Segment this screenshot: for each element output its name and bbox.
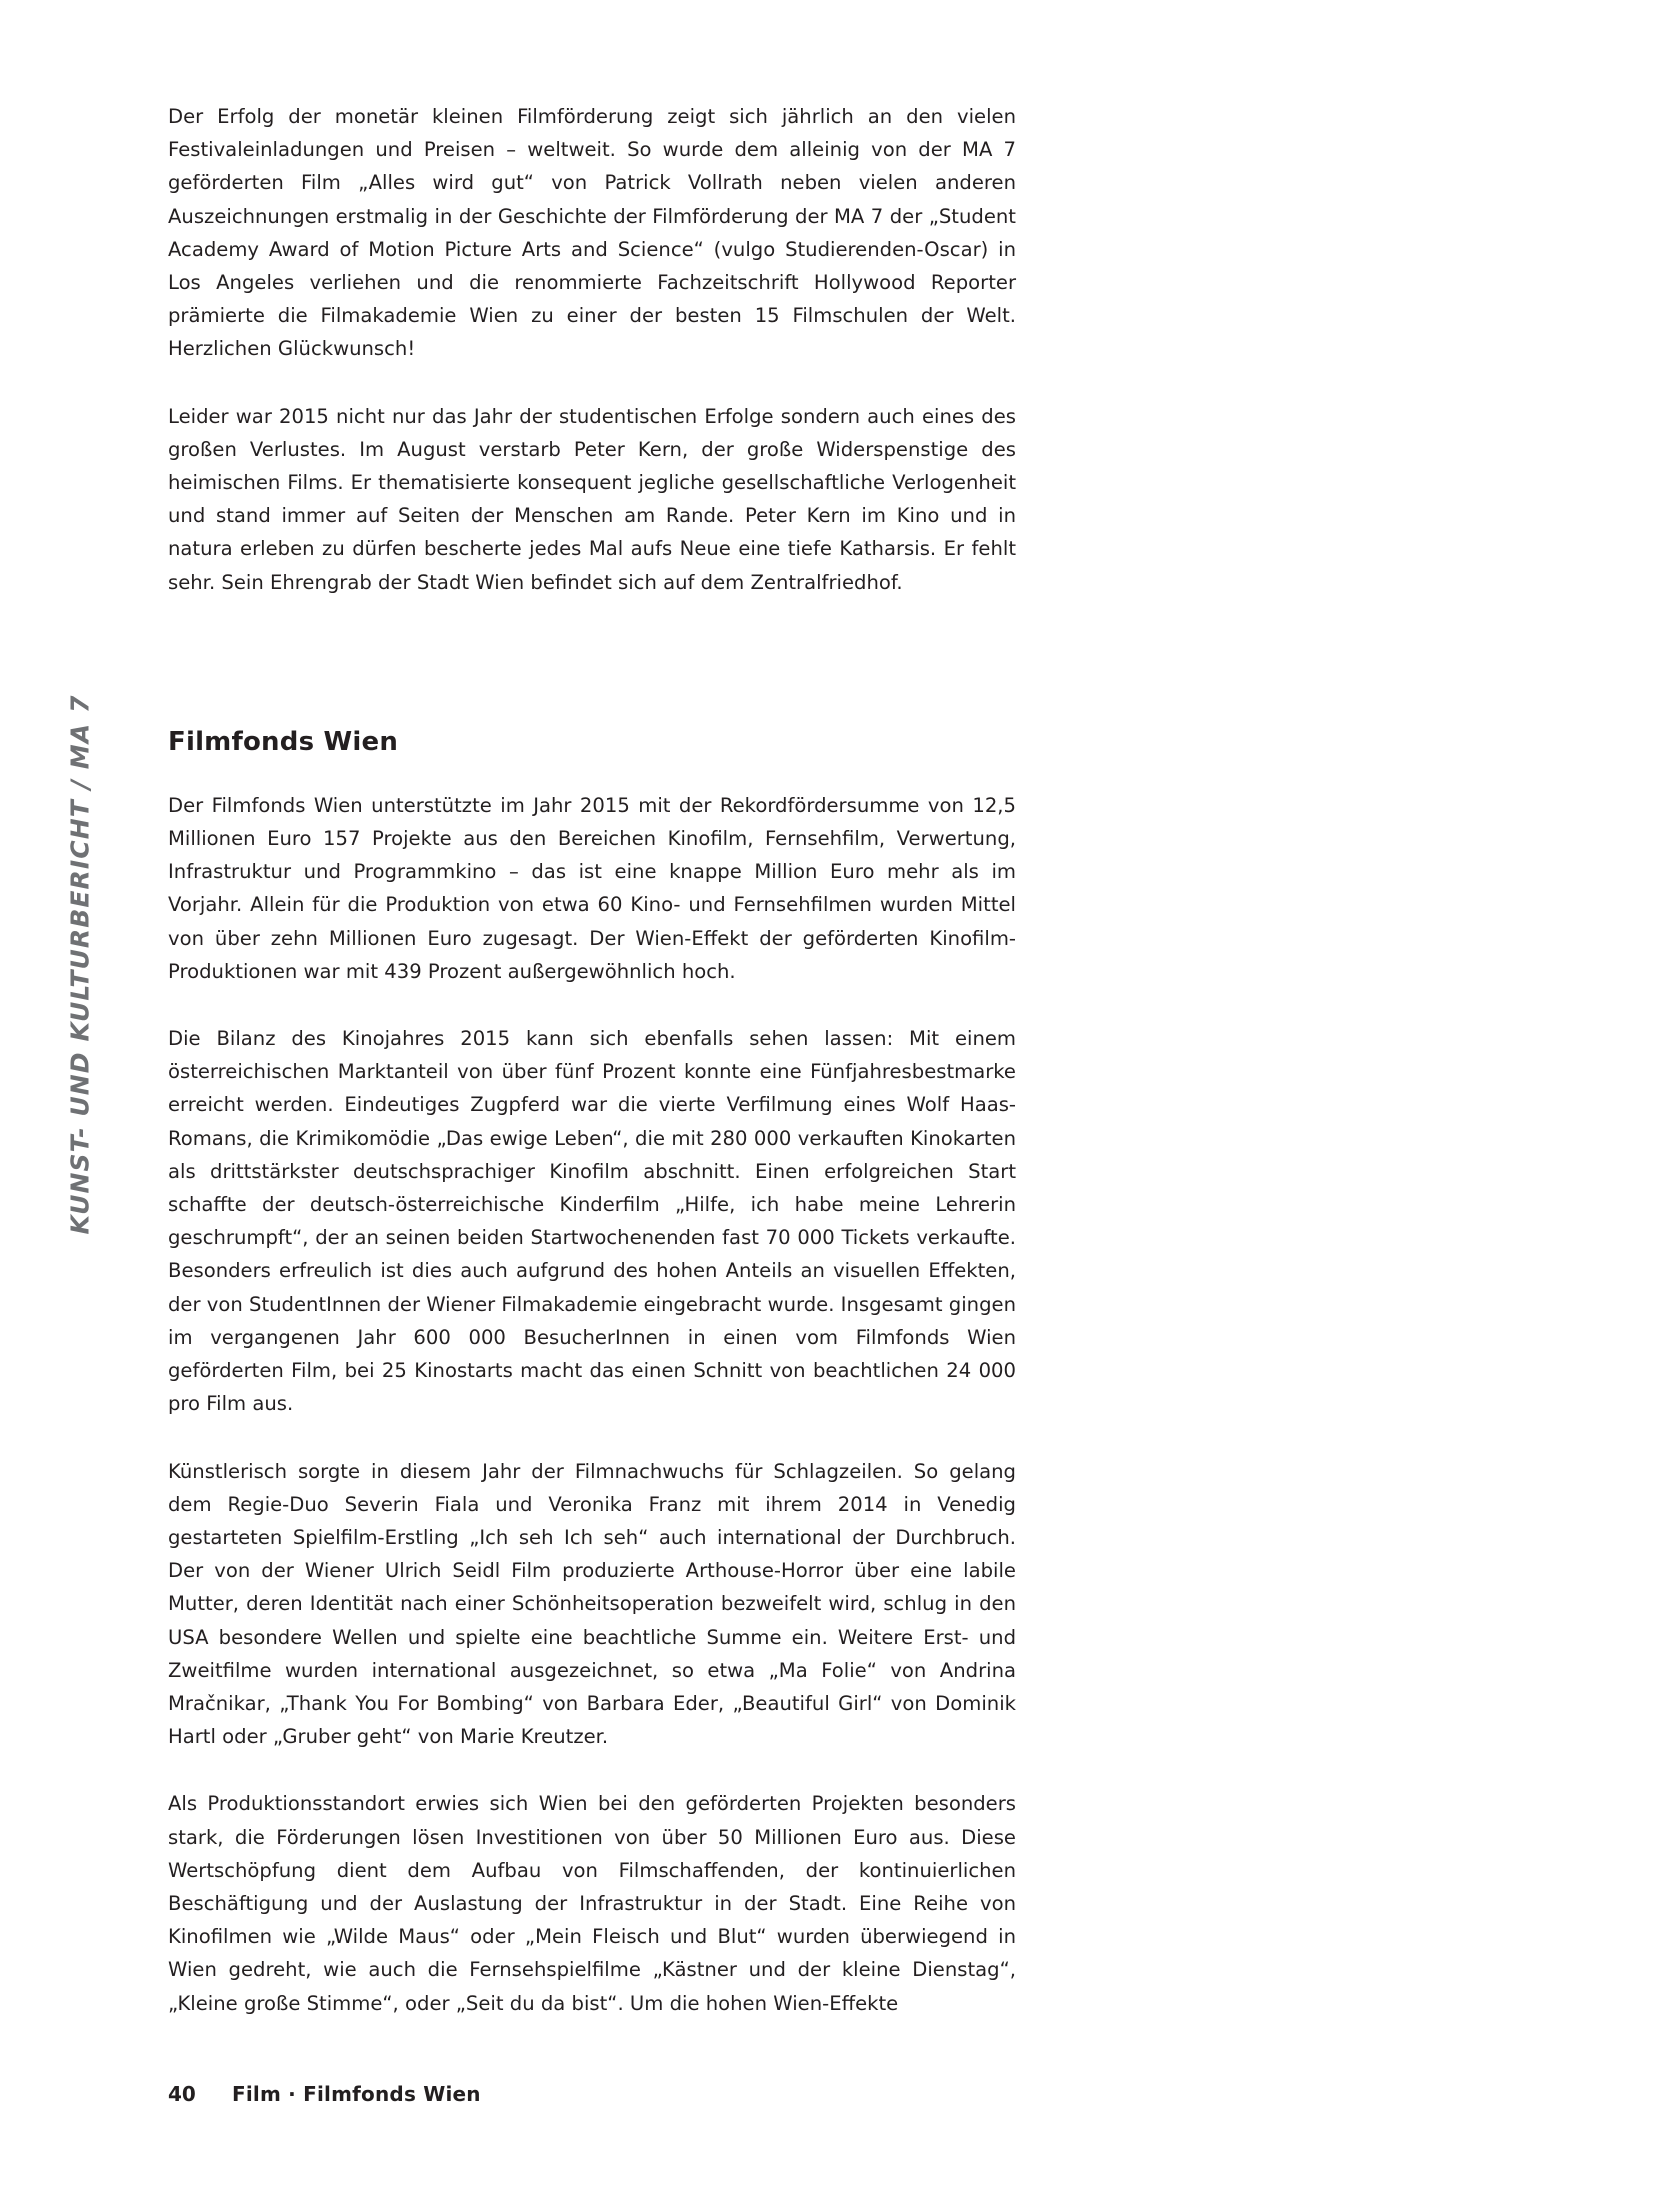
running-head-text: KUNST- UND KULTURBERICHT / MA 7 [65,694,95,1235]
footer-page-number: 40 [168,2082,196,2106]
running-head-sidebar [0,0,168,2205]
paragraph-intro-1: Der Erfolg der monetär kleinen Filmförderung zeigt sich jährlich an den vielen Festivaleinladungen und Preisen – weltweit. So wurde dem alleinig von der MA 7 geförderten Film „Alles wird gut“ von Patrick Vollrath neben vielen anderen Auszeichnungen erstmalig in der Geschichte der Filmförderung der MA 7 der „Student Academy Award of Motion Picture Arts and Science“ (vulgo Studierenden-Oscar) in Los Angeles verliehen und die renommierte Fachzeitschrift Hollywood Reporter prämierte die Filmakademie Wien zu einer der besten 15 Filmschulen der Welt. Herzlichen Glückwunsch! [168,105,1016,361]
section-heading-filmfonds-wien: Filmfonds Wien [168,726,399,757]
page-content [168,100,1016,2054]
section-spacer [168,633,1016,689]
paragraph-intro-2: Leider war 2015 nicht nur das Jahr der studentischen Erfolge sondern auch eines des großen Verlustes. Im August verstarb Peter Kern, der große Widerspenstige des heimischen Films. Er thematisierte konsequent jegliche gesellschaftliche Verlogenheit und stand immer auf Seiten der Menschen am Rande. Peter Kern im Kino und in natura erleben zu dürfen bescherte jedes Mal aufs Neue eine tiefe Katharsis. Er fehlt sehr. Sein Ehrengrab der Stadt Wien befindet sich auf dem Zentralfriedhof. [168,404,1016,594]
page-footer [168,2082,1068,2106]
footer-section-label: Film · Filmfonds Wien [232,2082,481,2106]
paragraph-section-3: Künstlerisch sorgte in diesem Jahr der Filmnachwuchs für Schlagzeilen. So gelang dem Regie-Duo Severin Fiala und Veronika Franz mit ihrem 2014 in Venedig gestarteten Spielfilm-Erstling „Ich seh Ich seh“ auch international der Durchbruch. Der von der Wiener Ulrich Seidl Film produzierte Arthouse-Horror über eine labile Mutter, deren Identität nach einer Schönheitsoperation bezweifelt wird, schlug in den USA besondere Wellen und spielte eine beachtliche Summe ein. Weitere Erst- und Zweitfilme wurden international ausgezeichnet, so etwa „Ma Folie“ von Andrina Mračnikar, „Thank You For Bombing“ von Barbara Eder, „Beautiful Girl“ von Dominik Hartl oder „Gruber geht“ von Marie Kreutzer. [168,1459,1016,1749]
paragraph-section-1: Der Filmfonds Wien unterstützte im Jahr 2015 mit der Rekordfördersumme von 12,5 Millionen Euro 157 Projekte aus den Bereichen Kinofilm, Fernsehfilm, Verwertung, Infrastruktur und Programmkino – das ist eine knappe Million Euro mehr als im Vorjahr. Allein für die Produktion von etwa 60 Kino- und Fernsehfilmen wurden Mittel von über zehn Millionen Euro zugesagt. Der Wien-Effekt der geförderten Kinofilm-Produktionen war mit 439 Prozent außergewöhnlich hoch. [168,793,1016,983]
paragraph-section-4: Als Produktionsstandort erwies sich Wien bei den geförderten Projekten besonders stark, die Förderungen lösen Investitionen von über 50 Millionen Euro aus. Diese Wertschöpfung dient dem Aufbau von Filmschaffenden, der kontinuierlichen Beschäftigung und der Auslastung der Infrastruktur in der Stadt. Eine Reihe von Kinofilmen wie „Wilde Maus“ oder „Mein Fleisch und Blut“ wurden überwiegend in Wien gedreht, wie auch die Fernsehspielfilme „Kästner und der kleine Dienstag“, „Kleine große Stimme“, oder „Seit du da bist“. Um die hohen Wien-Effekte [168,1792,1016,2015]
paragraph-section-2: Die Bilanz des Kinojahres 2015 kann sich ebenfalls sehen lassen: Mit einem österreichischen Marktanteil von über fünf Prozent konnte eine Fünfjahresbestmarke erreicht werden. Eindeutiges Zugpferd war die vierte Verfilmung eines Wolf Haas-Romans, die Krimikomödie „Das ewige Leben“, die mit 280 000 verkauften Kinokarten als drittstärkster deutschsprachiger Kinofilm abschnitt. Einen erfolgreichen Start schaffte der deutsch-österreichische Kinderfilm „Hilfe, ich habe meine Lehrerin geschrumpft“, der an seinen beiden Startwochenenden fast 70 000 Tickets verkaufte. Besonders erfreulich ist dies auch aufgrund des hohen Anteils an visuellen Effekten, der von StudentInnen der Wiener Filmakademie eingebracht wurde. Insgesamt gingen im vergangenen Jahr 600 000 BesucherInnen in einen vom Filmfonds Wien geförderten Film, bei 25 Kinostarts macht das einen Schnitt von beachtlichen 24 000 pro Film aus. [168,1027,1017,1416]
